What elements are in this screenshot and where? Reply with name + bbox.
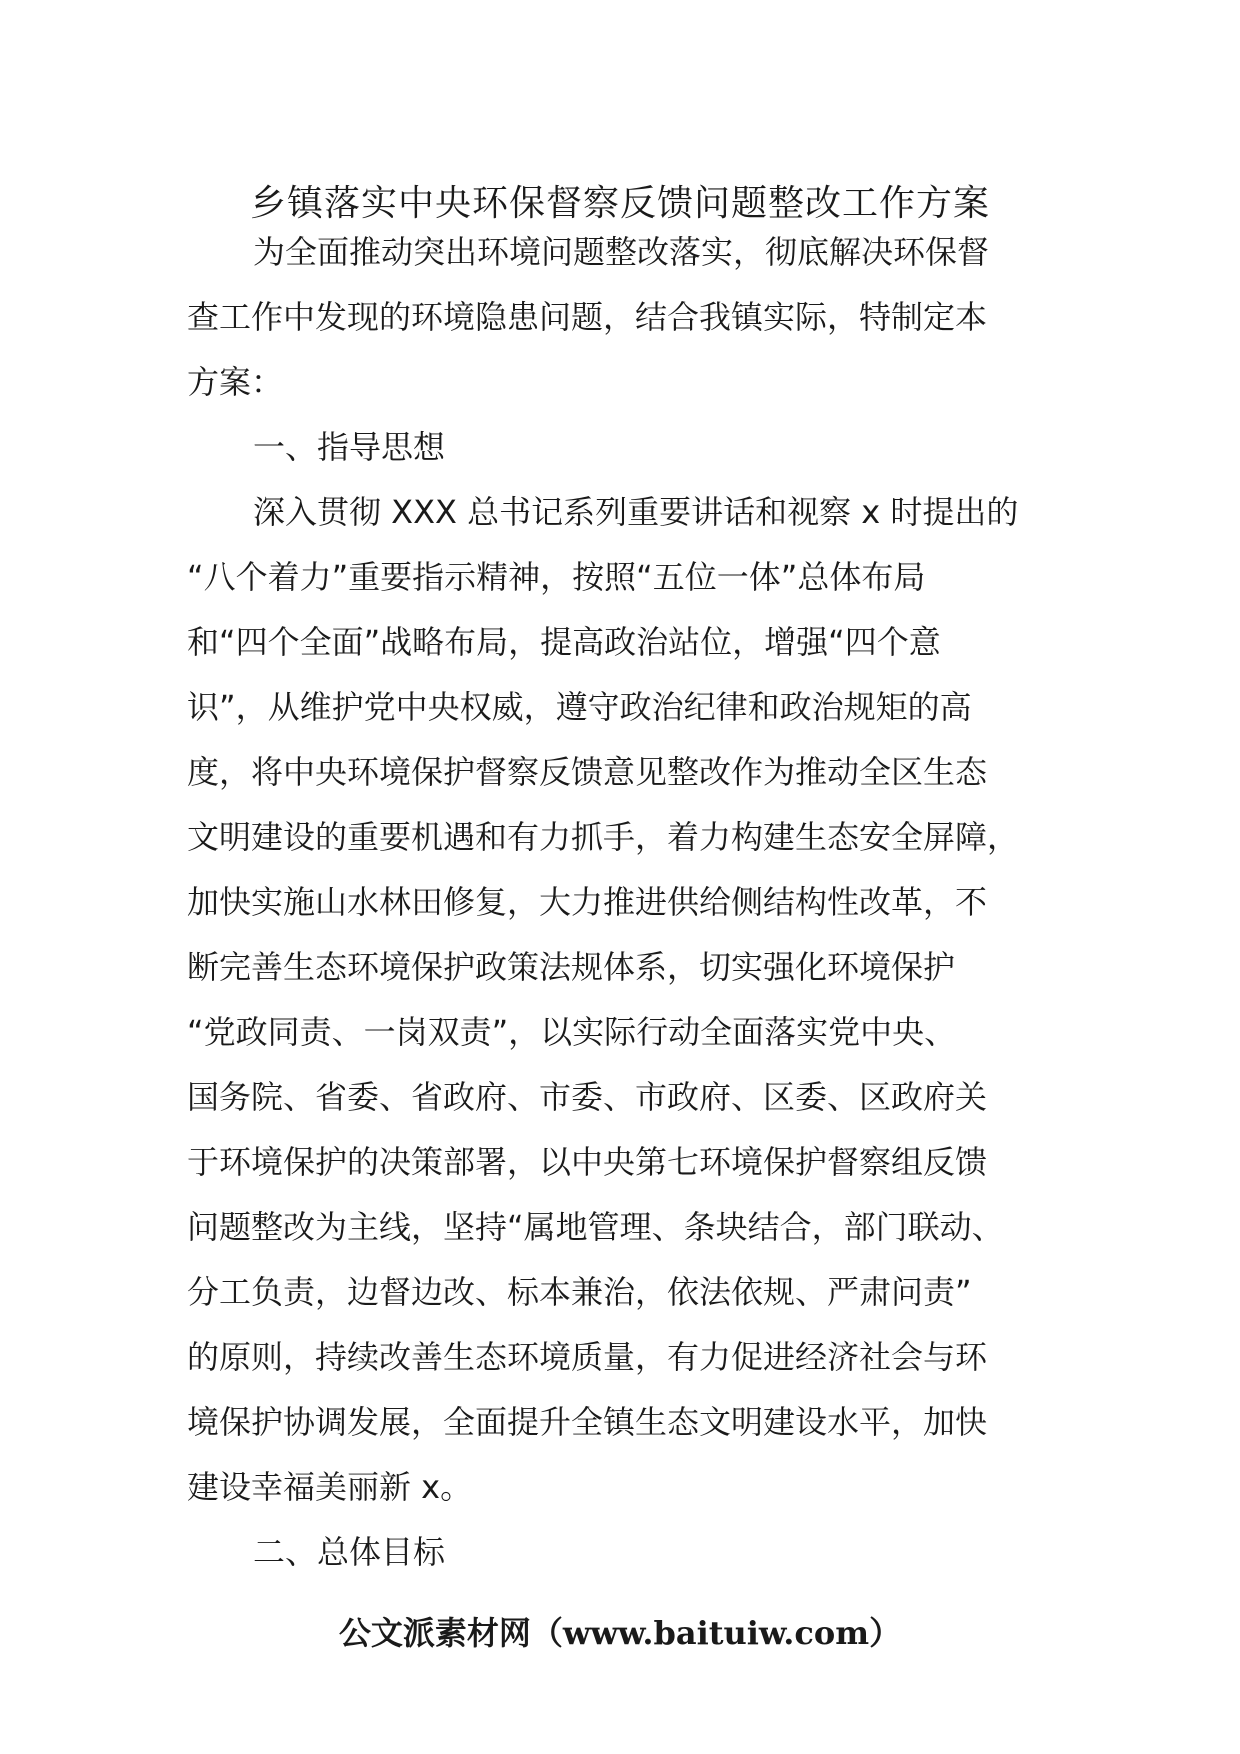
paragraph-line: 境保护协调发展，全面提升全镇生态文明建设水平，加快 bbox=[187, 1403, 988, 1441]
footer-watermark: 公文派素材网（www.baituiw.com） bbox=[338, 1614, 902, 1652]
document-title: 乡镇落实中央环保督察反馈问题整改工作方案 bbox=[249, 183, 990, 224]
paragraph-line: 的原则，持续改善生态环境质量，有力促进经济社会与环 bbox=[187, 1338, 988, 1376]
paragraph-line: 加快实施山水林田修复，大力推进供给侧结构性改革，不 bbox=[187, 883, 988, 921]
paragraph-line: 分工负责，边督边改、标本兼治，依法依规、严肃问责” bbox=[187, 1273, 972, 1311]
paragraph-intro bbox=[187, 220, 1047, 415]
paragraph-line: 深入贯彻 XXX 总书记系列重要讲话和视察 x 时提出的 bbox=[253, 493, 1019, 531]
document-body bbox=[187, 220, 1047, 1585]
paragraph-line: 和“四个全面”战略布局，提高政治站位，增强“四个意 bbox=[187, 623, 941, 661]
paragraph-line: 为全面推动突出环境问题整改落实，彻底解决环保督 bbox=[253, 233, 990, 271]
section-heading: 一、指导思想 bbox=[253, 428, 446, 466]
paragraph-line: 度，将中央环境保护督察反馈意见整改作为推动全区生态 bbox=[187, 753, 988, 791]
paragraph-line: 识”，从维护党中央权威，遵守政治纪律和政治规矩的高 bbox=[187, 688, 972, 726]
paragraph-guiding-ideology bbox=[187, 480, 1047, 1520]
paragraph-line: 文明建设的重要机遇和有力抓手，着力构建生态安全屏障， bbox=[187, 818, 1020, 856]
paragraph-line: 建设幸福美丽新 x。 bbox=[187, 1468, 473, 1506]
paragraph-line: 方案： bbox=[187, 363, 284, 401]
section-heading: 二、总体目标 bbox=[253, 1533, 446, 1571]
paragraph-line: “八个着力”重要指示精神，按照“五位一体”总体布局 bbox=[187, 558, 926, 596]
paragraph-line: 断完善生态环境保护政策法规体系，切实强化环境保护 bbox=[187, 948, 956, 986]
paragraph-line: 于环境保护的决策部署，以中央第七环境保护督察组反馈 bbox=[187, 1143, 988, 1181]
paragraph-line: 查工作中发现的环境隐患问题，结合我镇实际，特制定本 bbox=[187, 298, 988, 336]
section-heading-guiding-ideology bbox=[187, 415, 1047, 480]
paragraph-line: “党政同责、一岗双责”，以实际行动全面落实党中央、 bbox=[187, 1013, 957, 1051]
paragraph-line: 问题整改为主线，坚持“属地管理、条块结合，部门联动、 bbox=[187, 1208, 1004, 1246]
paragraph-line: 国务院、省委、省政府、市委、市政府、区委、区政府关 bbox=[187, 1078, 988, 1116]
section-heading-overall-goals bbox=[187, 1520, 1047, 1585]
